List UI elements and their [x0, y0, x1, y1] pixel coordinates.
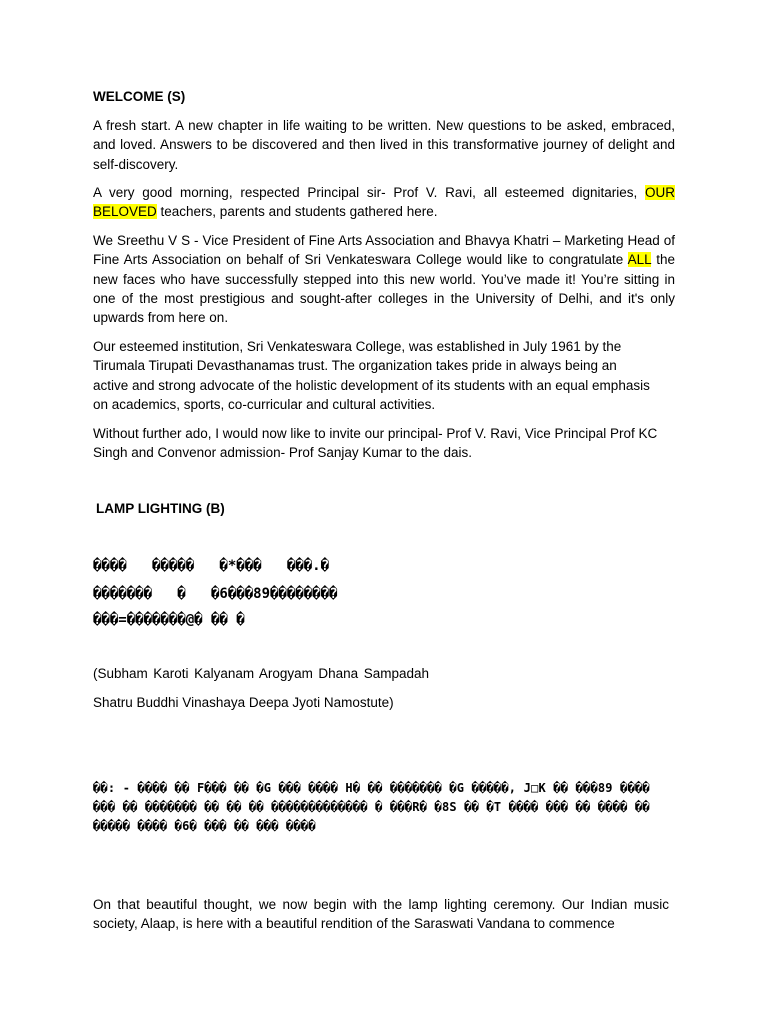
- sanskrit-verse-line-2: ������� � �6���89��������: [93, 586, 338, 602]
- welcome-paragraph-institution: Our esteemed institution, Sri Venkateswara College, was established in July 1961 by the Tirumala Tirupati Devasthanamas trust. The organization takes pride in always being an active and strong advocate of the holistic development of its students with an equal emphasis on academics, sports, co-curricular and cultural activities.: [93, 339, 650, 412]
- lamp-heading: LAMP LIGHTING (B): [96, 501, 225, 516]
- hindi-verse-meaning: ��: - ���� �� F��� �� �G ��� ���� H� �� ������� �G �����, J□K �� ���89 ���� ��� �� ������� �� �� �� ������������� � ���R� �8S �� �T ���� ��� �� ���� �� ����� ���� �6� ��� �� ��� ����: [93, 781, 650, 833]
- congratulate-highlight: ALL: [627, 252, 652, 268]
- greeting-highlight: OUR BELOVED: [93, 185, 675, 220]
- verse-transliteration: (Subham Karoti Kalyanam Arogyam Dhana Sampadah Shatru Buddhi Vinashaya Deepa Jyoti Namostute): [93, 666, 429, 710]
- welcome-heading: WELCOME (S): [93, 89, 186, 104]
- sanskrit-verse-line-3: ���=�������@� �� �: [93, 612, 245, 628]
- lamp-closing-paragraph: On that beautiful thought, we now begin with the lamp lighting ceremony. Our Indian music society, Alaap, is here with a beautiful rendition of the Saraswati Vandana to commence: [93, 897, 669, 932]
- welcome-paragraph-intro: A fresh start. A new chapter in life waiting to be written. New questions to be asked, embraced, and loved. Answers to be discovered and then lived in this transformative journey of delight and self-discovery.: [93, 118, 675, 172]
- congratulate-text-end: the new faces who have successfully stepped into this new world. You’ve made it! You’re sitting in one of the most prestigious and sought-after colleges in the University of Delhi, and it's only upwards from here on.: [93, 252, 675, 326]
- welcome-paragraph-invite: Without further ado, I would now like to invite our principal- Prof V. Ravi, Vice Principal Prof KC Singh and Convenor admission- Prof Sanjay Kumar to the dais.: [93, 426, 658, 461]
- welcome-paragraph-congratulate: [93, 231, 675, 327]
- greeting-text-end: teachers, parents and students gathered here.: [156, 204, 438, 220]
- sanskrit-verse-line-1: ���� ����� �*��� ���.�: [93, 558, 330, 574]
- greeting-text-start: A very good morning, respected Principal sir- Prof V. Ravi, all esteemed dignitaries,: [93, 185, 645, 200]
- welcome-paragraph-greeting: [93, 183, 675, 222]
- congratulate-text-start: We Sreethu V S - Vice President of Fine Arts Association and Bhavya Khatri – Marketing Head of Fine Arts Association on behalf of Sri Venkateswara College would like to congratulate: [93, 233, 675, 268]
